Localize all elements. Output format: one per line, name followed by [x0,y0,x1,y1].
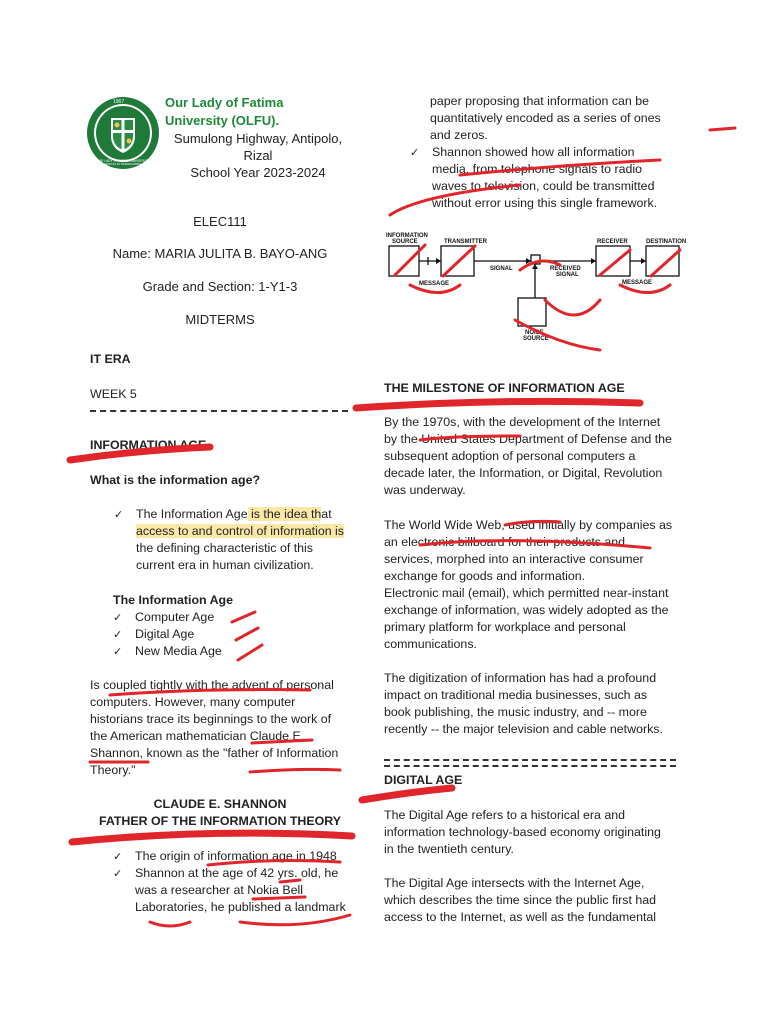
underline-shannon-heading [72,833,352,842]
information-source-box [389,246,419,276]
check-mark-2 [236,628,258,640]
milestone-heading: THE MILESTONE OF INFORMATION AGE [384,381,625,395]
information-age-heading: INFORMATION AGE [90,438,207,452]
underline-milestone [356,401,640,408]
address-line1: Sumulong Highway, Antipolo, [173,131,343,146]
it-era-label: IT ERA [90,352,131,366]
communication-diagram [384,228,694,348]
transmitter-label: TRANSMITTER [444,239,487,245]
shannon-showed-list [410,144,680,212]
svg-text:SOURCE: SOURCE [392,239,418,245]
continued-paragraph: paper proposing that information can be quantitatively encoded as a series of ones and zeros. [430,94,661,142]
course-code: ELEC111 [193,214,247,229]
section-divider [90,410,348,412]
school-address [160,130,356,181]
address-line2: Rizal [243,148,273,163]
destination-box [646,246,679,276]
list-item: ✓ New Media Age [113,643,222,660]
check-mark-1 [232,612,255,622]
info-age-definition-list [114,506,364,574]
shannon-facts-list [113,848,368,916]
dash-mark [710,128,735,130]
underline-landmark [150,922,190,926]
school-name-line2: University (OLFU). [165,113,280,128]
message-label-right: MESSAGE [622,280,653,286]
logo-ring-text: OUR LADY OF FATIMA UNIVERSITY [96,159,150,163]
noise-source-label: NOISE [525,330,544,336]
ages-list [113,609,222,660]
received-signal-label: RECEIVED [550,266,581,272]
underline-digital-age [362,788,452,800]
list-item: ✓ Shannon at the age of 42 yrs. old, he was a researcher at Nokia Bell Laboratories, he published a landmark [113,865,368,916]
noise-channel-box [531,255,540,264]
digital-age-paragraph-2: The Digital Age intersects with the Internet Age, which describes the time since the public first had access to the Internet, as well as the fundamental [384,876,657,924]
digital-age-paragraph-1: The Digital Age refers to a historical era and information technology-based economy originating in the twentieth century. [384,808,661,856]
digital-age-divider-bottom [384,765,676,767]
logo-year: 1967 [113,99,125,105]
check-mark-3 [238,645,262,660]
destination-label: DESTINATION [646,239,687,245]
milestone-paragraph-2: The World Wide Web, used initially by companies as an electronic billboard for their products and services, morphed into an interactive consumer exchange for goods and information. Electronic mail (email), which permitted near-instant exchange of information, was widely adopted as the primary platform for workplace and personal communications. [384,518,673,651]
message-label-left: MESSAGE [419,281,450,287]
information-age-subheading: The Information Age [113,593,234,607]
milestone-paragraph-1: By the 1970s, with the development of the Internet by the United States Department of Defense and the subsequent adoption of personal computers a decade later, the Information, or Digital, Revolution was underway. [384,415,672,497]
digital-age-divider-top [384,759,676,761]
list-item: ✓ Shannon showed how all information media, from telephone signals to radio waves to television, could be transmitted without error using this single framework. [410,144,680,212]
student-name: Name: MARIA JULITA B. BAYO-ANG [112,246,328,261]
information-source-label: INFORMATION [386,233,428,239]
shannon-heading: CLAUDE E. SHANNON FATHER OF THE INFORMATION THEORY [98,797,342,828]
svg-text:SOURCE: SOURCE [523,336,549,342]
logo-motto: VERITAS ET MISERICORDIA [104,162,142,166]
underline-published [240,915,350,925]
milestone-paragraph-3: The digitization of information has had a profound impact on traditional media businesses, such as book publishing, the music industry, and -- more recently -- the major television and cable networks. [384,671,663,736]
shannon-intro-paragraph: Is coupled tightly with the advent of personal computers. However, many computer historians trace its beginnings to the work of the American mathematician Claude E. Shannon, known as the "father of Information Theory." [90,678,339,777]
school-name [165,94,283,130]
svg-text:SIGNAL: SIGNAL [556,272,579,278]
school-name-line1: Our Lady of Fatima [165,95,284,110]
digital-age-heading: DIGITAL AGE [384,773,463,787]
noise-source-box [518,298,546,326]
transmitter-box [441,246,474,276]
list-item: ✓ Computer Age [113,609,222,626]
receiver-box [596,246,630,276]
week-label: WEEK 5 [90,387,137,401]
list-item: ✓ The origin of information age in 1948 [113,848,368,865]
receiver-label: RECEIVER [597,239,628,245]
school-year: School Year 2023-2024 [190,165,326,180]
info-age-definition: ✓ The Information Age is the idea that access to and control of information is the defining characteristic of this current era in human civilization. [114,506,364,574]
grade-section: Grade and Section: 1-Y1-3 [142,279,298,294]
list-item: ✓ Digital Age [113,626,222,643]
signal-label: SIGNAL [490,266,513,272]
info-age-question: What is the information age? [90,473,261,487]
term-label: MIDTERMS [185,312,255,327]
